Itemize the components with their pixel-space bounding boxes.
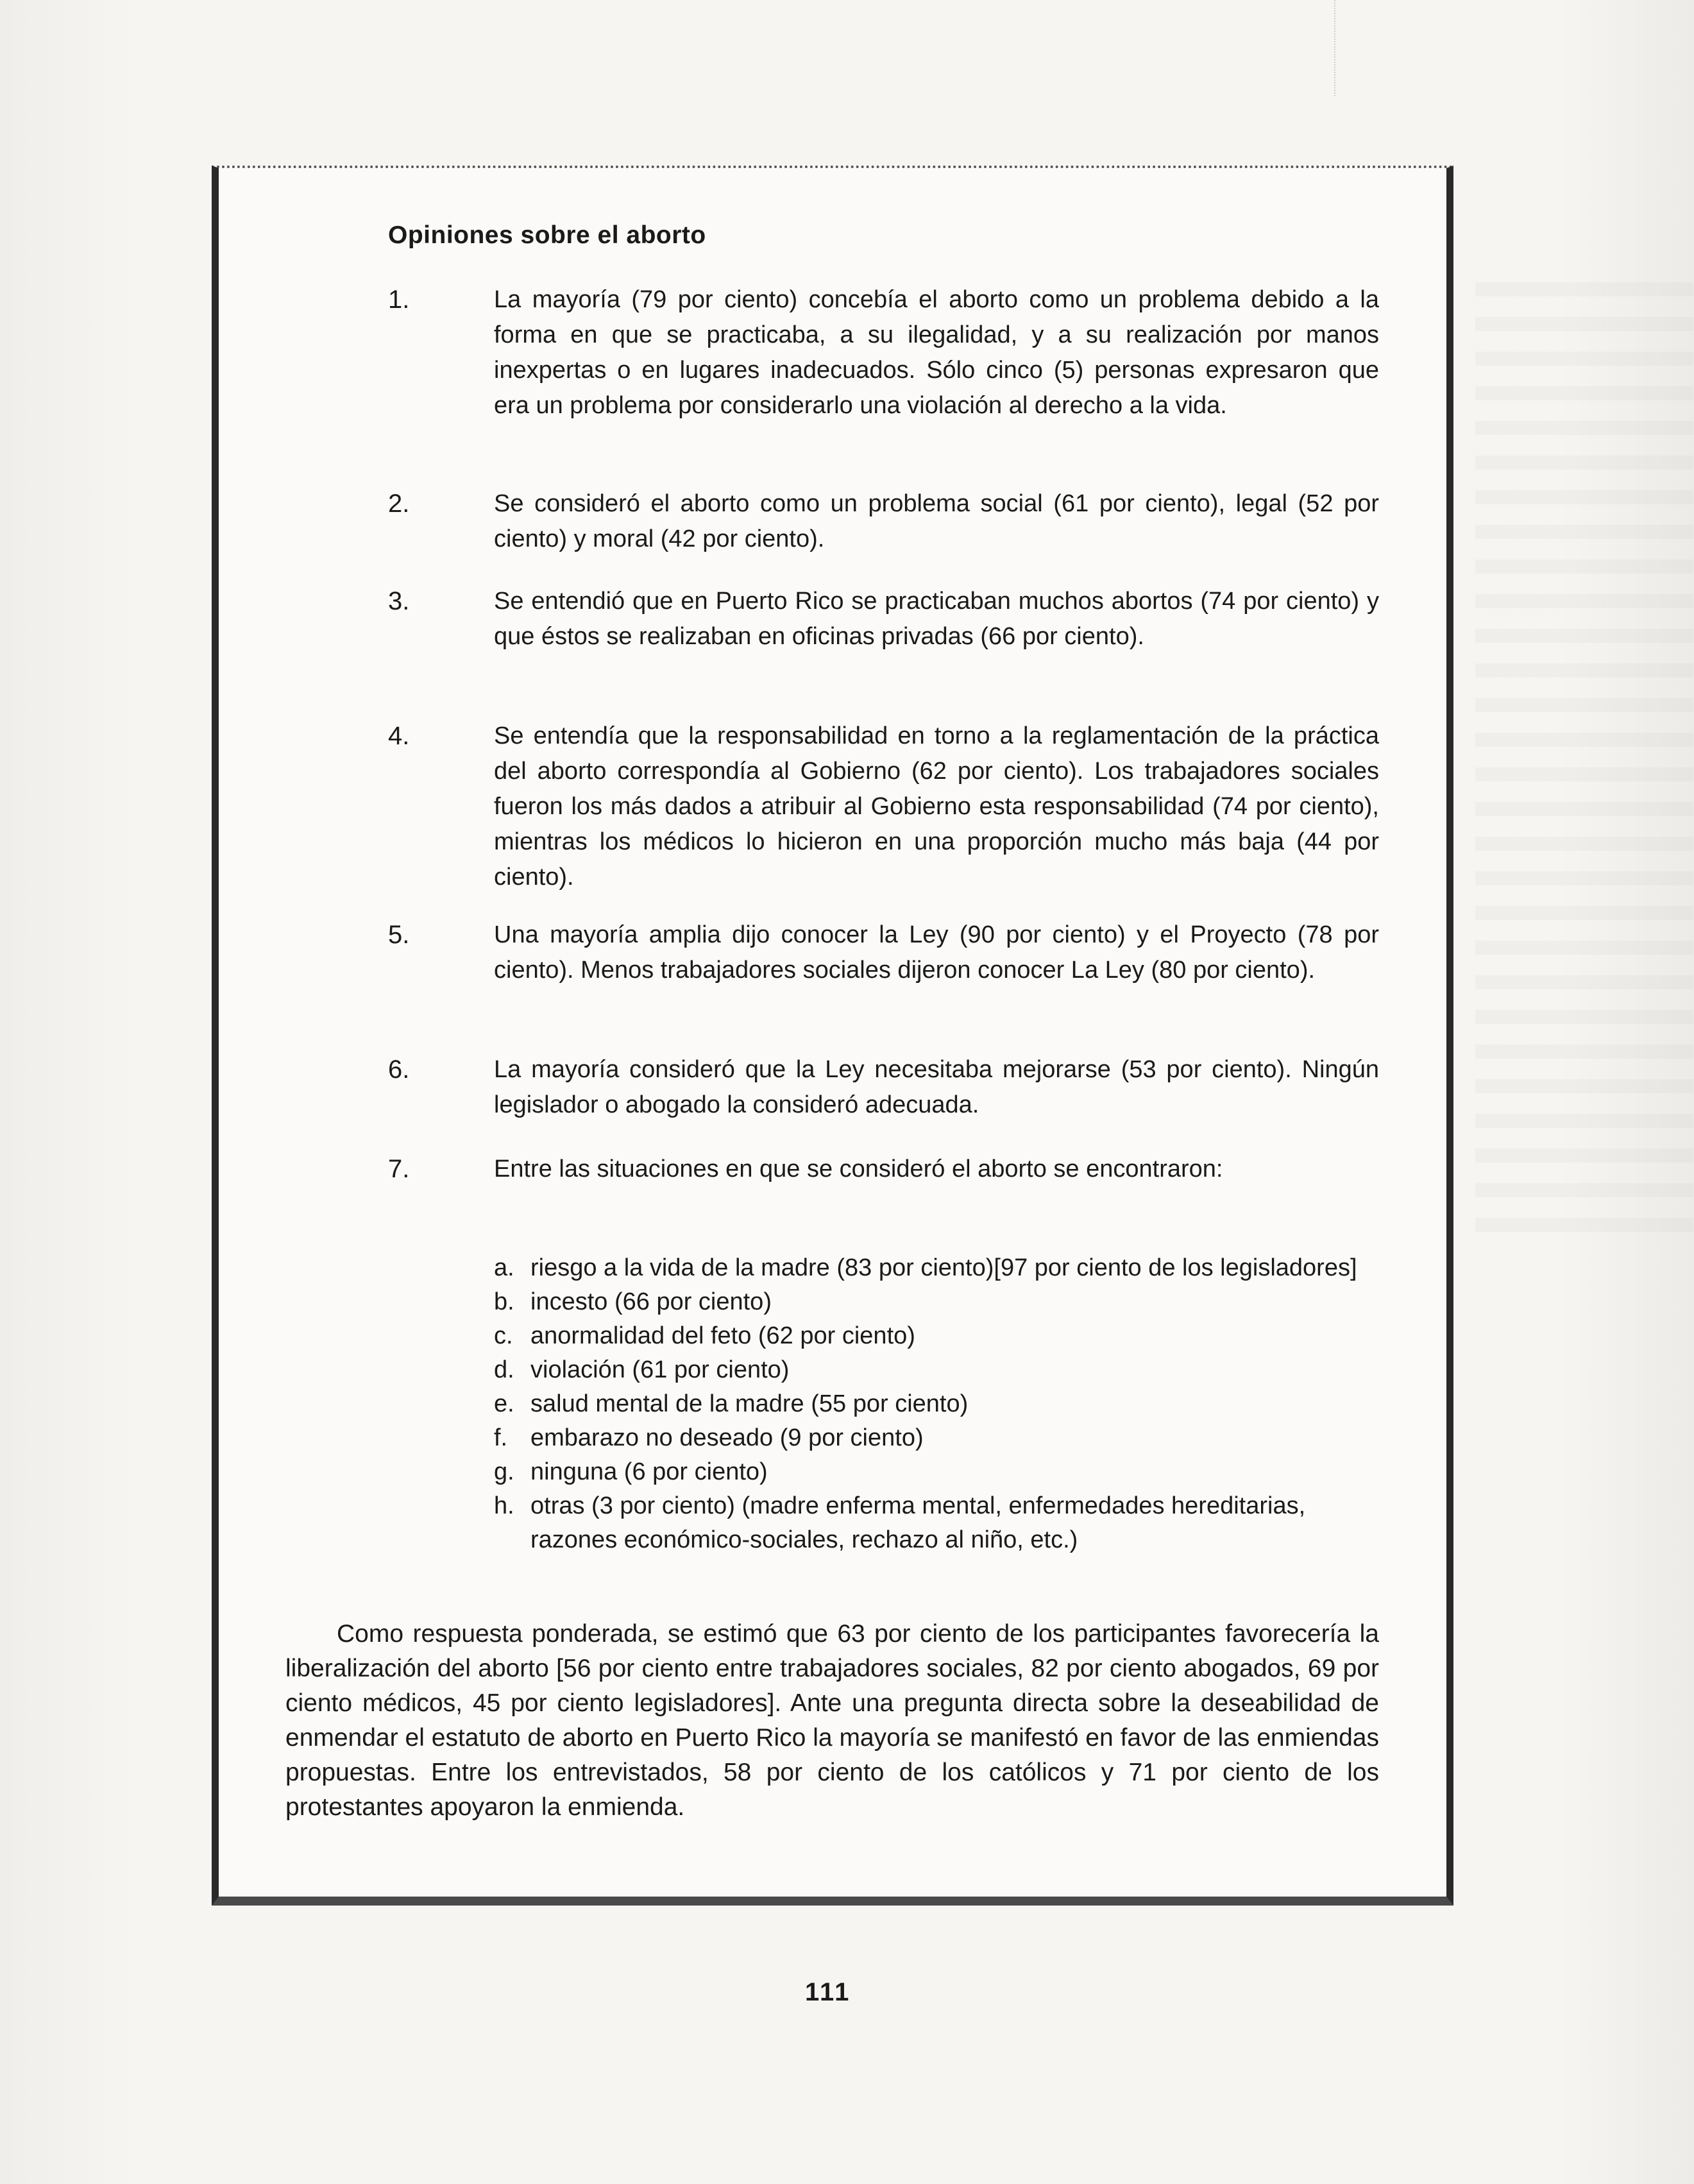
sub-item-text: riesgo a la vida de la madre (83 por ciento)[97 por ciento de los legisladores] (530, 1254, 1357, 1281)
item-number: 5. (388, 921, 410, 949)
sub-list-item (494, 1455, 1379, 1489)
sub-item-text: embarazo no deseado (9 por ciento) (530, 1424, 924, 1451)
sub-item-letter: h. (494, 1492, 514, 1519)
sub-item-text: anormalidad del feto (62 por ciento) (530, 1322, 915, 1349)
sub-item-text: salud mental de la madre (55 por ciento) (530, 1390, 969, 1417)
sub-item-text: otras (3 por ciento) (madre enferma mental, enfermedades hereditarias, razones económico-sociales, rechazo al niño, etc.) (530, 1492, 1306, 1553)
sub-list-item (494, 1285, 1379, 1319)
sub-item-text: ninguna (6 por ciento) (530, 1458, 768, 1485)
item-number: 7. (388, 1155, 410, 1183)
item-number: 3. (388, 587, 410, 615)
sub-item-letter: a. (494, 1254, 514, 1281)
item-number: 4. (388, 722, 410, 750)
item-text: Entre las situaciones en que se consideró el aborto se encontraron: (494, 1156, 1223, 1182)
item-text: La mayoría consideró que la Ley necesitaba mejorarse (53 por ciento). Ningún legislador o abogado la consideró adecuada. (494, 1056, 1379, 1118)
item-number: 2. (388, 490, 410, 518)
sub-list-item (494, 1353, 1379, 1387)
item-text: La mayoría (79 por ciento) concebía el aborto como un problema debido a la forma en que se practicaba, a su ilegalidad, y a su realización por manos inexpertas o en lugares inadecuados. Sólo cinco (5) personas expresaron que era un problema por considerarlo una violación al derecho a la vida. (494, 286, 1379, 419)
sub-item-letter: b. (494, 1288, 514, 1315)
sub-list-item (494, 1251, 1379, 1285)
sub-list-item (494, 1421, 1379, 1455)
sub-item-letter: c. (494, 1322, 513, 1349)
section-heading: Opiniones sobre el aborto (388, 221, 706, 249)
sub-item-text: violación (61 por ciento) (530, 1356, 790, 1383)
sub-item-letter: e. (494, 1390, 514, 1417)
item-number: 1. (388, 286, 410, 314)
item-text: Se entendió que en Puerto Rico se practicaban muchos abortos (74 por ciento) y que éstos se realizaban en oficinas privadas (66 por ciento). (494, 588, 1379, 650)
sub-list-item (494, 1489, 1379, 1557)
sub-list-item (494, 1387, 1379, 1421)
item-text: Se entendía que la responsabilidad en torno a la reglamentación de la práctica del aborto correspondía al Gobierno (62 por ciento). Los trabajadores sociales fueron los más dados a atribuir al Gobierno esta responsabilidad (74 por ciento), mientras los médicos lo hicieron en una proporción mucho más baja (44 por ciento). (494, 722, 1379, 891)
sub-list-item (494, 1319, 1379, 1353)
item-number: 6. (388, 1055, 410, 1084)
page-number: 111 (805, 1978, 851, 2006)
item-text: Se consideró el aborto como un problema social (61 por ciento), legal (52 por ciento) y moral (42 por ciento). (494, 490, 1379, 552)
item-text: Una mayoría amplia dijo conocer la Ley (90 por ciento) y el Proyecto (78 por ciento). Menos trabajadores sociales dijeron conocer La Ley (80 por ciento). (494, 921, 1379, 984)
scan-marks (1334, 0, 1374, 96)
sub-item-letter: g. (494, 1458, 514, 1485)
sub-item-letter: d. (494, 1356, 514, 1383)
summary-paragraph: Como respuesta ponderada, se estimó que 63 por ciento de los participantes favorecería la liberalización del aborto [56 por ciento entre trabajadores sociales, 82 por ciento abogados, 69 por ciento médicos, 45 por ciento legisladores]. Ante una pregunta directa sobre la deseabilidad de enmendar el estatuto de aborto en Puerto Rico la mayoría se manifestó en favor de las enmiendas propuestas. Entre los entrevistados, 58 por ciento de los católicos y 71 por ciento de los protestantes apoyaron la enmienda. (285, 1620, 1379, 1821)
bleed-through-texture (1475, 269, 1693, 1232)
sub-list (494, 1251, 1379, 1557)
sub-item-letter: f. (494, 1424, 508, 1451)
sub-item-text: incesto (66 por ciento) (530, 1288, 772, 1315)
